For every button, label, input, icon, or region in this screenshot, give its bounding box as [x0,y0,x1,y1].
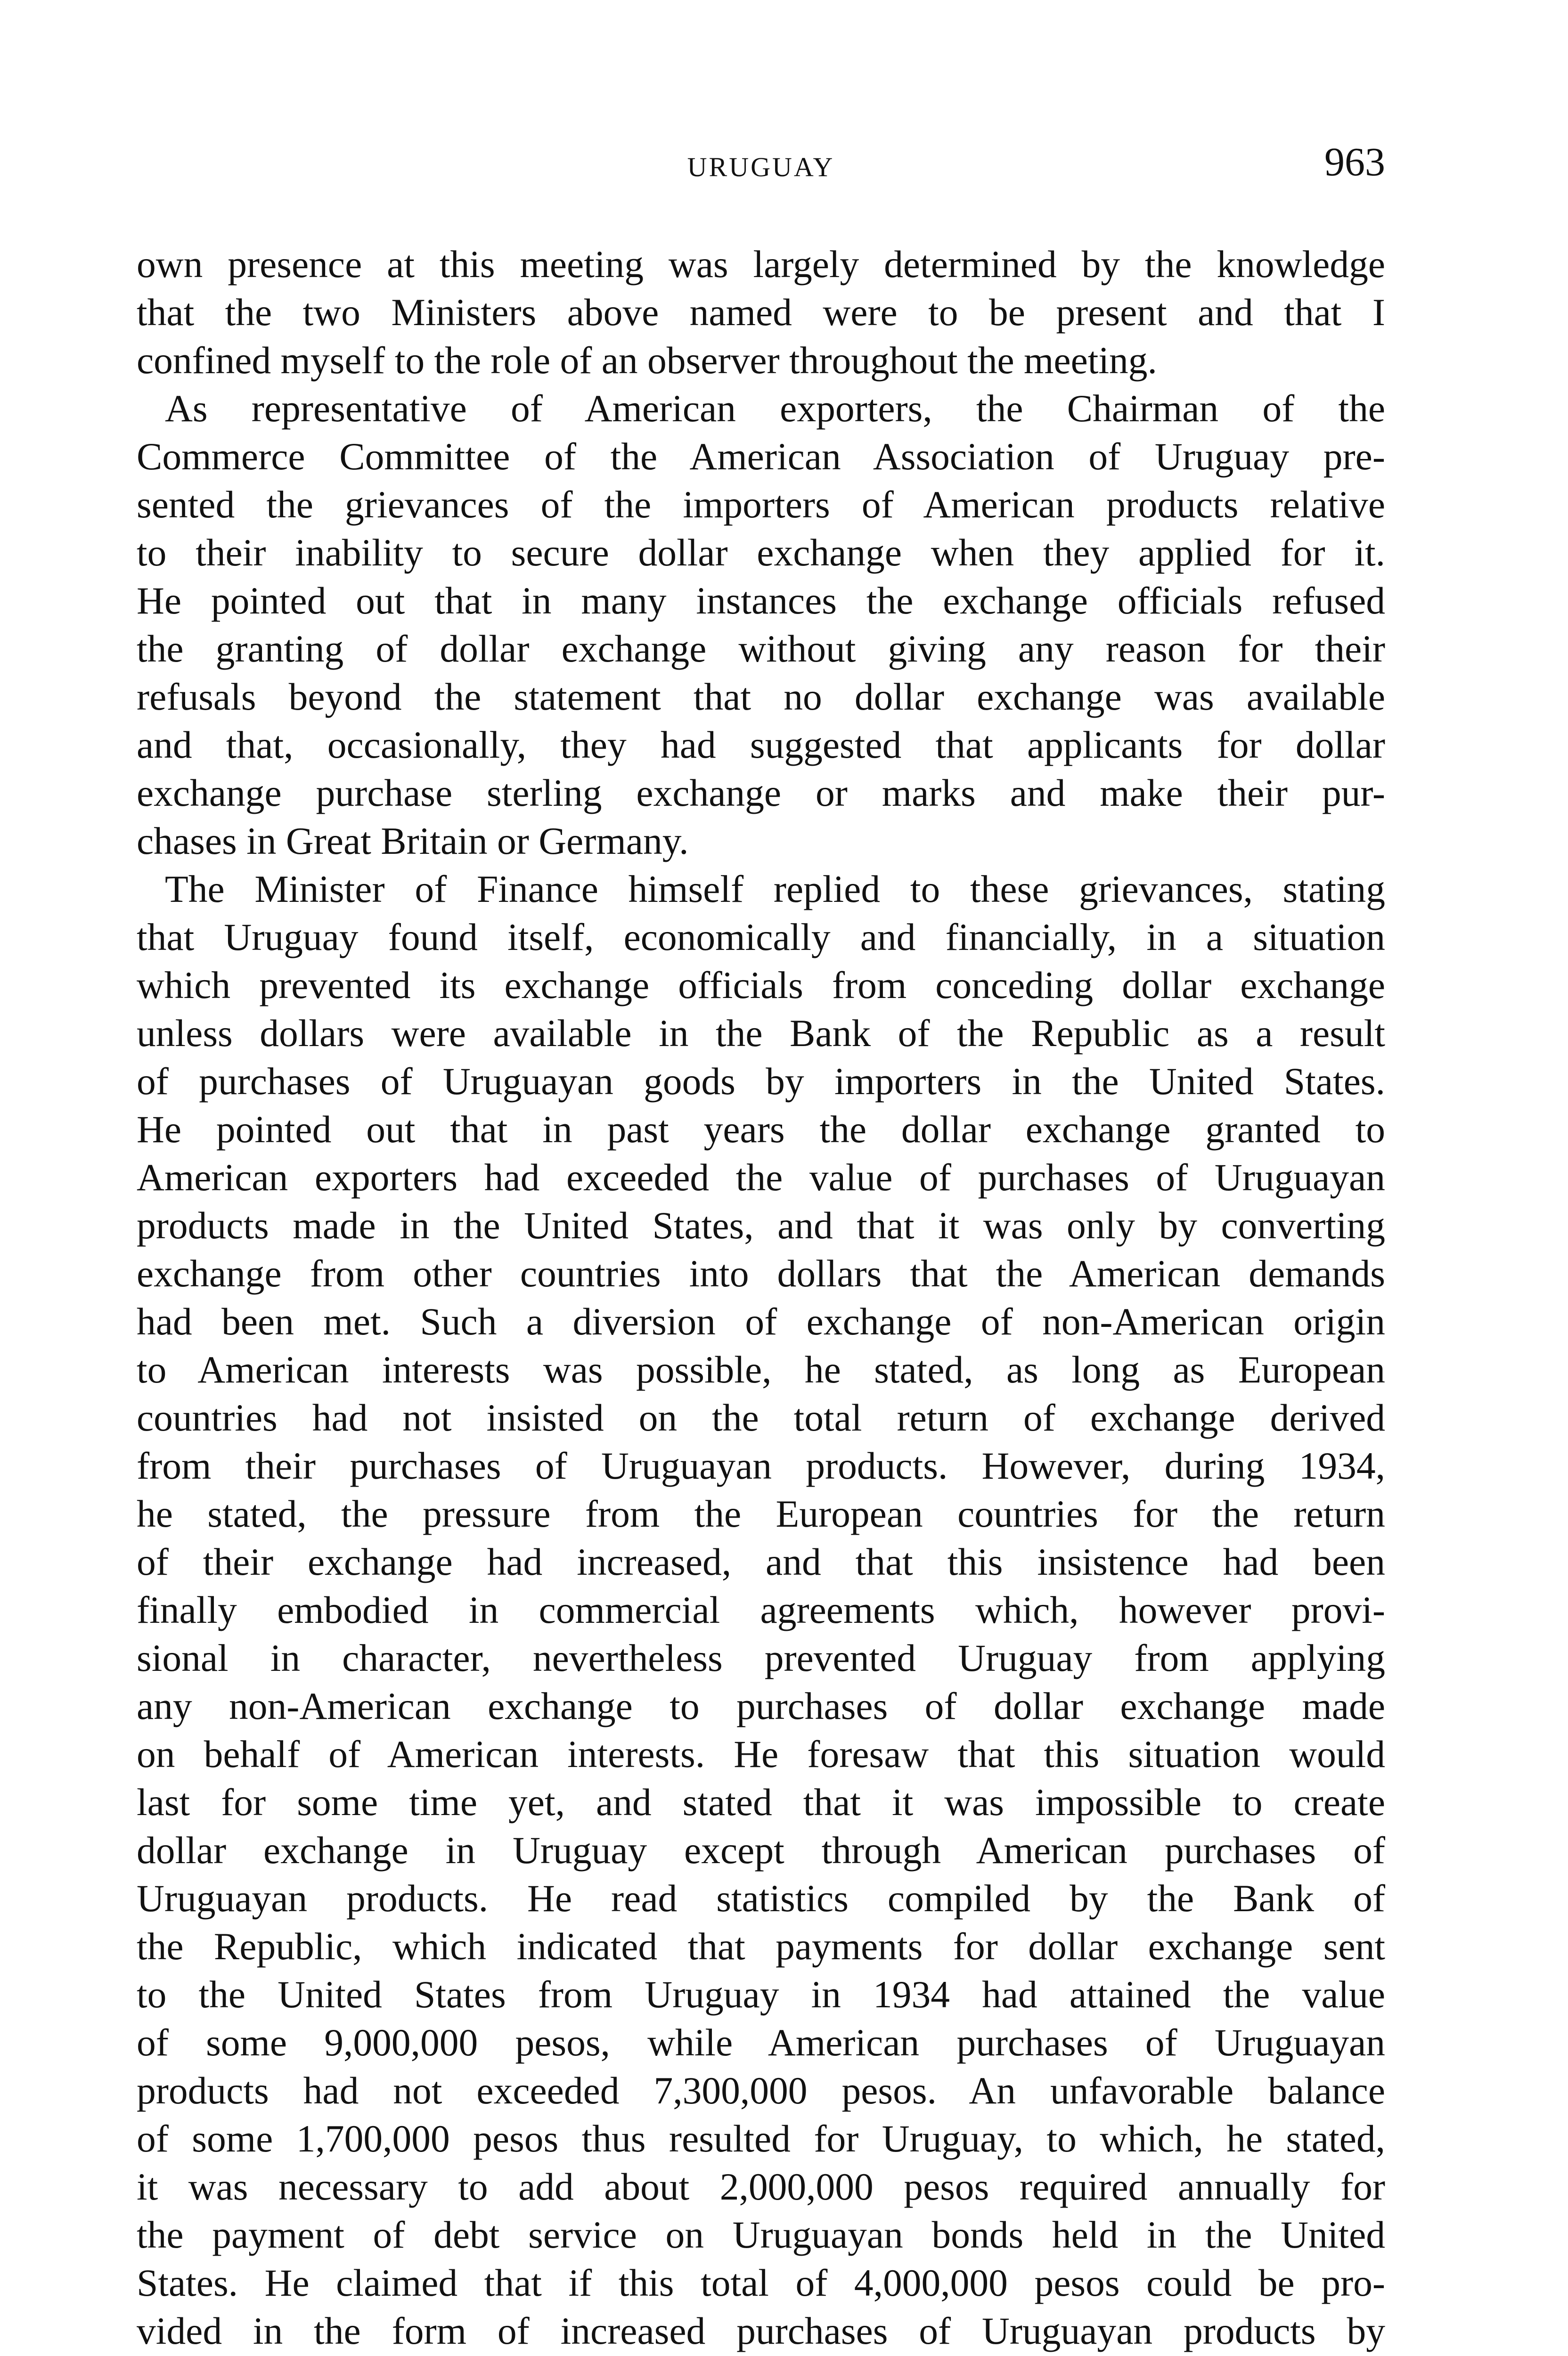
text-line: of some 9,000,000 pesos, while American purchases of Uruguayan [137,2021,1385,2064]
text-line: vided in the form of increased purchases of Uruguayan products by [137,2309,1385,2352]
text-line: refusals beyond the statement that no dollar exchange was available [137,675,1385,718]
text-line: from their purchases of Uruguayan products. However, during 1934, [137,1444,1385,1487]
text-line: of their exchange had increased, and that this insistence had been [137,1540,1385,1583]
text-line: the granting of dollar exchange without giving any reason for their [137,627,1385,670]
text-line: and that, occasionally, they had suggested that applicants for dollar [137,723,1385,766]
text-line: on behalf of American interests. He foresaw that this situation would [137,1733,1385,1775]
text-line: which prevented its exchange officials from conceding dollar exchange [137,964,1385,1006]
text-line: of purchases of Uruguayan goods by importers in the United States. [137,1060,1385,1103]
text-line: The Minister of Finance himself replied to these grievances, stating [165,867,1385,910]
text-line: sional in character, nevertheless prevented Uruguay from applying [137,1636,1385,1679]
text-line: products made in the United States, and that it was only by converting [137,1204,1385,1247]
text-line: had been met. Such a diversion of exchange of non-American origin [137,1300,1385,1343]
text-line: exchange from other countries into dollars that the American demands [137,1252,1385,1295]
text-line: the payment of debt service on Uruguayan bonds held in the United [137,2213,1385,2256]
text-line: He pointed out that in many instances the exchange officials refused [137,579,1385,622]
text-line: that the two Ministers above named were to be present and that I [137,291,1385,334]
page-number: 963 [1324,139,1385,184]
text-line: As representative of American exporters, the Chairman of the [165,387,1385,430]
page-header [137,141,1385,212]
text-line: countries had not insisted on the total return of exchange derived [137,1396,1385,1439]
text-line: to American interests was possible, he stated, as long as European [137,1348,1385,1391]
text-line: of some 1,700,000 pesos thus resulted for Uruguay, to which, he stated, [137,2117,1385,2160]
text-line: exchange purchase sterling exchange or marks and make their pur- [137,771,1385,814]
text-line: to their inability to secure dollar exchange when they applied for it. [137,531,1385,574]
text-line: dollar exchange in Uruguay except through American purchases of [137,1829,1385,1872]
text-line: unless dollars were available in the Bank of the Republic as a result [137,1012,1385,1055]
text-line: He pointed out that in past years the dollar exchange granted to [137,1108,1385,1151]
body-text [137,240,1385,2355]
running-head: URUGUAY [687,152,835,182]
text-line: any non-American exchange to purchases of dollar exchange made [137,1685,1385,1727]
text-line: products had not exceeded 7,300,000 pesos. An unfavorable balance [137,2069,1385,2112]
text-line: the Republic, which indicated that payments for dollar exchange sent [137,1925,1385,1968]
text-line: he stated, the pressure from the European countries for the return [137,1492,1385,1535]
text-line: that Uruguay found itself, economically and financially, in a situation [137,916,1385,958]
text-line: chases in Great Britain or Germany. [137,819,689,862]
text-line: confined myself to the role of an observer throughout the meeting. [137,339,1157,382]
text-line: finally embodied in commercial agreements which, however provi- [137,1588,1385,1631]
text-line: Commerce Committee of the American Association of Uruguay pre- [137,435,1385,478]
text-line: States. He claimed that if this total of 4,000,000 pesos could be pro- [137,2261,1385,2304]
text-line: sented the grievances of the importers of American products relative [137,483,1385,526]
text-line: Uruguayan products. He read statistics compiled by the Bank of [137,1877,1385,1920]
text-line: last for some time yet, and stated that it was impossible to create [137,1781,1385,1824]
text-line: American exporters had exceeded the value of purchases of Uruguayan [137,1156,1385,1199]
text-line: own presence at this meeting was largely determined by the knowledge [137,243,1385,286]
text-line: to the United States from Uruguay in 1934 had attained the value [137,1973,1385,2016]
text-line: it was necessary to add about 2,000,000 pesos required annually for [137,2165,1385,2208]
